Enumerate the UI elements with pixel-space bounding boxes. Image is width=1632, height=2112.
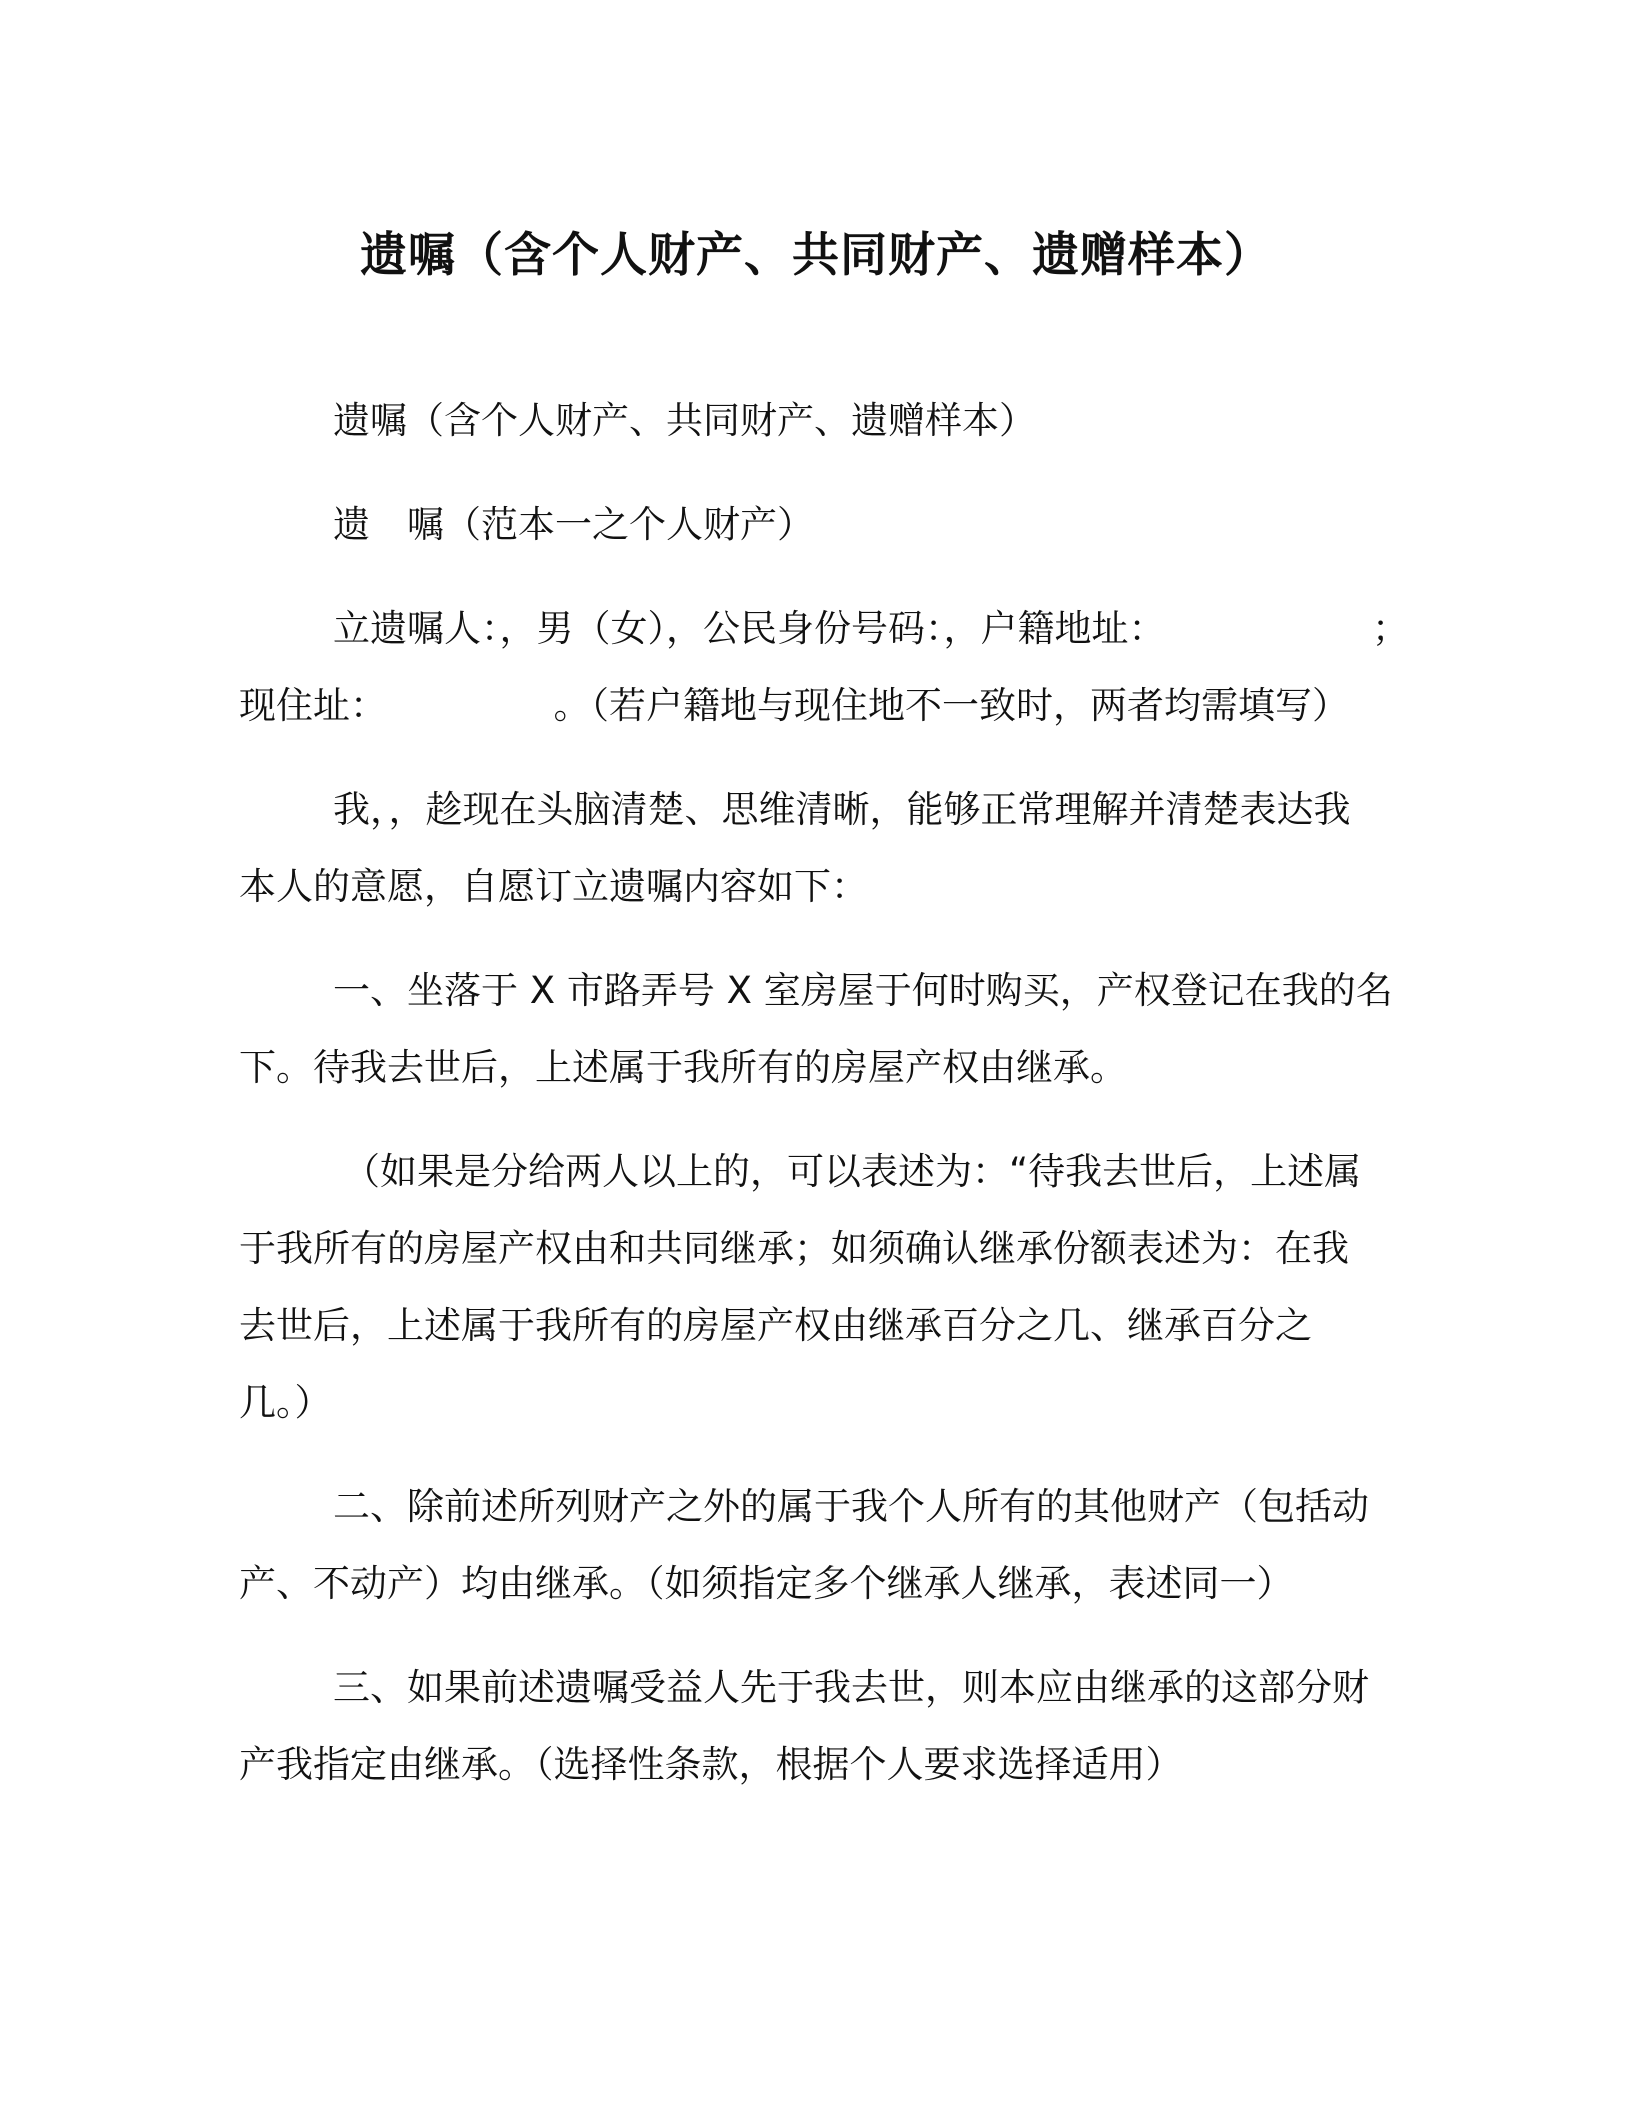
document-subtitle: 遗嘱（含个人财产、共同财产、遗赠样本）	[333, 399, 1036, 442]
testator-line-1-end: ；	[1372, 607, 1409, 650]
clause-3-line-1: 三、如果前述遗嘱受益人先于我去世，则本应由继承的这部分财	[333, 1666, 1369, 1709]
declaration-line-1: 我，，趁现在头脑清楚、思维清晰，能够正常理解并清楚表达我	[333, 788, 1351, 831]
clause-1-line-1: 一、坐落于 X 市路弄号 X 室房屋于何时购买，产权登记在我的名	[333, 969, 1393, 1012]
clause-2-line-1: 二、除前述所列财产之外的属于我个人所有的其他财产（包括动	[333, 1485, 1369, 1528]
declaration-line-2: 本人的意愿，自愿订立遗嘱内容如下：	[239, 865, 868, 908]
testator-line-2: 现住址： 。（若户籍地与现住地不一致时，两者均需填写）	[239, 684, 1349, 727]
testator-line-1: 立遗嘱人：，男（女），公民身份号码：，户籍地址：	[333, 607, 1166, 650]
clause-1-note-line-1: （如果是分给两人以上的，可以表述为：“待我去世后，上述属	[343, 1150, 1362, 1193]
clause-3-line-2: 产我指定由继承。（选择性条款，根据个人要求选择适用）	[239, 1743, 1183, 1786]
clause-1-note-line-4: 几。）	[239, 1381, 332, 1424]
clause-1-line-2: 下。待我去世后，上述属于我所有的房屋产权由继承。	[239, 1046, 1127, 1089]
clause-1-note-line-3: 去世后，上述属于我所有的房屋产权由继承百分之几、继承百分之	[239, 1304, 1312, 1347]
section-heading: 遗 嘱（范本一之个人财产）	[333, 503, 814, 546]
clause-2-line-2: 产、不动产）均由继承。（如须指定多个继承人继承，表述同一）	[239, 1562, 1294, 1605]
clause-1-note-line-2: 于我所有的房屋产权由和共同继承；如须确认继承份额表述为：在我	[239, 1227, 1349, 1270]
document-title: 遗嘱（含个人财产、共同财产、遗赠样本）	[360, 228, 1272, 283]
